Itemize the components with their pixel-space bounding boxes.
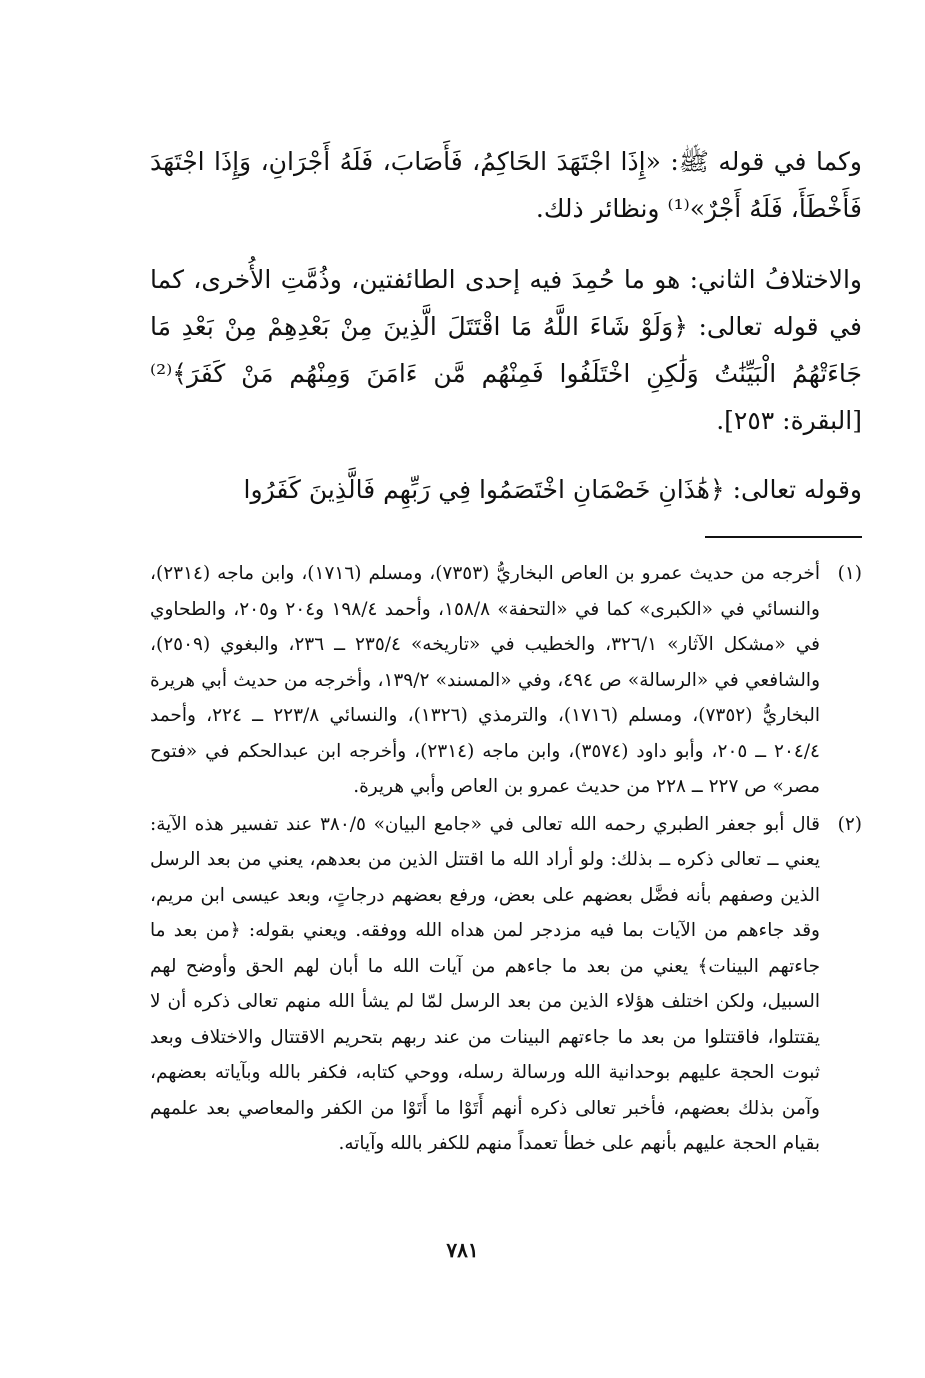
footnote-2 xyxy=(150,807,862,1162)
paragraph-hadith: وكما في قوله ﷺ: «إِذَا اجْتَهَدَ الحَاكِمُ، فَأَصَابَ، فَلَهُ أَجْرَانِ، وَإِذَا اجْتَهَدَ فَأَخْطَأَ، فَلَهُ أَجْرٌ»⁽¹⁾ ونظائر ذلك. xyxy=(150,147,862,223)
footnote-1 xyxy=(150,556,862,805)
main-text xyxy=(150,138,862,513)
footnote-text: أخرجه من حديث عمرو بن العاص البخاريُّ (٧٣٥٣)، ومسلم (١٧١٦)، وابن ماجه (٢٣١٤)، والنسائي في «الكبرى» كما في «التحفة» ١٥٨/٨، وأحمد ١٩٨/٤ و٢٠٤ و٢٠٥، والطحاوي في «مشكل الآثار» ٣٢٦/١، والخطيب في «تاريخه» ٢٣٥/٤ ــ ٢٣٦، والبغوي (٢٥٠٩)، والشافعي في «الرسالة» ص ٤٩٤، وفي «المسند» ١٣٩/٢، وأخرجه من حديث أبي هريرة البخاريُّ (٧٣٥٢)، ومسلم (١٧١٦)، والترمذي (١٣٢٦)، والنسائي ٢٢٣/٨ ــ ٢٢٤، وأحمد ٢٠٤/٤ ــ ٢٠٥، وأبو داود (٣٥٧٤)، وابن ماجه (٢٣١٤)، وأخرجه ابن عبدالحكم في «فتوح مصر» ص ٢٢٧ ــ ٢٢٨ من حديث عمرو بن العاص وأبي هريرة. xyxy=(150,563,821,797)
footnote-number: (٢) xyxy=(837,813,862,835)
footnote-divider xyxy=(705,536,862,538)
footnote-number: (١) xyxy=(837,563,862,584)
paragraph-second-difference: والاختلافُ الثاني: هو ما حُمِدَ فيه إحدى الطائفتين، وذُمَّتِ الأُخرى، كما في قوله تعالى: ﴿وَلَوْ شَاءَ اللَّهُ مَا اقْتَتَلَ الَّذِينَ مِنْ بَعْدِهِمْ مِنْ بَعْدِ مَا جَاءَتْهُمُ الْبَيِّنَٰتُ وَلَٰكِنِ اخْتَلَفُوا فَمِنْهُم مَّن ءَامَنَ وَمِنْهُم مَنْ كَفَرَ﴾⁽²⁾ [البقرة: ٢٥٣]. xyxy=(150,265,862,435)
paragraph-verse: وقوله تعالى: ﴿هَٰذَانِ خَصْمَانِ اخْتَصَمُوا فِي رَبِّهِم فَالَّذِينَ كَفَرُوا xyxy=(243,475,862,504)
footnotes xyxy=(150,556,862,1164)
footnote-text: قال أبو جعفر الطبري رحمه الله تعالى في «جامع البيان» ٣٨٠/٥ عند تفسير هذه الآية: يعني ــ تعالى ذكره ــ بذلك: ولو أراد الله ما اقتتل الذين من بعدهم، يعني من بعد الرسل الذين وصفهم بأنه فضَّل بعضهم على بعض، ورفع بعضهم درجاتٍ، وبعد عيسى ابن مريم، وقد جاءهم من الآيات بما فيه مزدجر لمن هداه الله ووفقه. ويعني بقوله: ﴿من بعد ما جاءتهم البينات﴾ يعني من بعد ما جاءهم من آيات الله ما أبان لهم الحق وأوضح لهم السبيل، ولكن اختلف هؤلاء الذين من بعد الرسل لمّا لم يشأ الله منهم تعالى ذكره أن لا يقتتلوا، فاقتتلوا من بعد ما جاءتهم البينات من عند ربهم بتحريم الاقتتال والاختلاف وبعد ثبوت الحجة عليهم بوحدانية الله ورسالة رسله، ووحي كتابه، فكفر بالله وبآياته بعضهم، وآمن بذلك بعضهم، فأخبر تعالى ذكره أنهم أَتَوْا ما أَتَوْا من الكفر والمعاصي بعد علمهم بقيام الحجة عليهم بأنهم على خطأ تعمداً منهم للكفر بالله وآياته. xyxy=(150,813,820,1154)
page-number: ٧٨١ xyxy=(446,1238,479,1262)
